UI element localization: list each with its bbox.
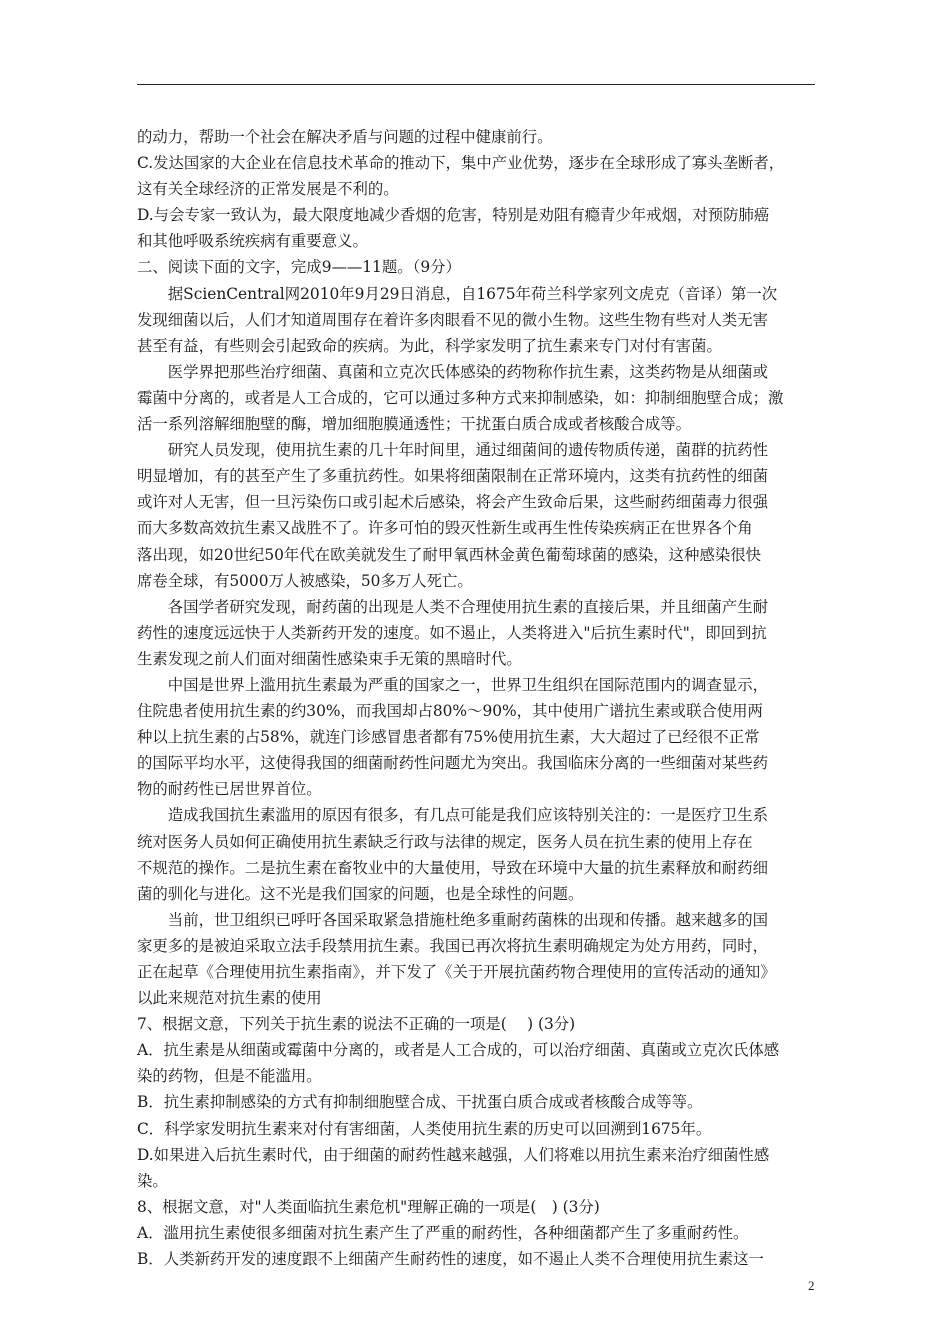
text-line: 甚至有益，有些则会引起致命的疾病。为此，科学家发明了抗生素来专门对付有害菌。 xyxy=(137,336,722,355)
text-line: 中国是世界上滥用抗生素最为严重的国家之一，世界卫生组织在国际范围内的调查显示， xyxy=(137,675,769,694)
text-line: 医学界把那些治疗细菌、真菌和立克次氏体感染的药物称作抗生素，这类药物是从细菌或 xyxy=(137,362,769,381)
text-line: 研究人员发现，使用抗生素的几十年时间里，通过细菌间的遗传物质传递，菌群的抗药性 xyxy=(137,441,769,460)
text-line: C.发达国家的大企业在信息技术革命的推动下，集中产业优势，逐步在全球形成了寡头垄断者， xyxy=(137,154,785,173)
text-line: 这有关全球经济的正常发展是不利的。 xyxy=(137,180,399,199)
answer-option: A．抗生素是从细菌或霉菌中分离的，或者是人工合成的，可以治疗细菌、真菌或立克次氏体感 xyxy=(137,1041,780,1060)
text-line: 落出现，如20世纪50年代在欧美就发生了耐甲氧西林金黄色葡萄球菌的感染，这种感染很快 xyxy=(137,545,762,564)
answer-option: C．科学家发明抗生素来对付有害细菌，人类使用抗生素的历史可以回溯到1675年。 xyxy=(137,1119,712,1138)
text-line: 统对医务人员如何正确使用抗生素缺乏行政与法律的规定，医务人员在抗生素的使用上存在 xyxy=(137,832,753,851)
text-line: 霉菌中分离的，或者是人工合成的，它可以通过多种方式来抑制感染，如：抑制细胞壁合成；激 xyxy=(137,388,784,407)
text-line: 或许对人无害，但一旦污染伤口或引起术后感染，将会产生致命后果，这些耐药细菌毒力很强 xyxy=(137,493,769,512)
text-line: 各国学者研究发现，耐药菌的出现是人类不合理使用抗生素的直接后果，并且细菌产生耐 xyxy=(137,597,769,616)
text-line: 以此来规范对抗生素的使用 xyxy=(137,989,322,1008)
text-line: 住院患者使用抗生素的约30%，而我国却占80%～90%，其中使用广谱抗生素或联合使用两 xyxy=(137,702,763,721)
text-line: 家更多的是被迫采取立法手段禁用抗生素。我国已再次将抗生素明确规定为处方用药，同时， xyxy=(137,936,769,955)
text-line: 造成我国抗生素滥用的原因有很多，有几点可能是我们应该特别关注的：一是医疗卫生系 xyxy=(137,806,769,825)
question-stem: 7、根据文意，下列关于抗生素的说法不正确的一项是( ) (3分) xyxy=(137,1015,576,1034)
text-line: 正在起草《合理使用抗生素指南》，并下发了《关于开展抗菌药物合理使用的宣传活动的通知》 xyxy=(137,963,776,981)
text-line: 席卷全球，有5000万人被感染，50多万人死亡。 xyxy=(137,571,473,590)
text-line: D.与会专家一致认为，最大限度地减少香烟的危害，特别是劝阻有瘾青少年戒烟，对预防肺癌 xyxy=(137,206,770,225)
answer-option: D.如果进入后抗生素时代，由于细菌的耐药性越来越强，人们将难以用抗生素来治疗细菌性感 xyxy=(137,1145,770,1164)
text-line: 物的耐药性已居世界首位。 xyxy=(137,780,322,799)
answer-option: B．人类新药开发的速度跟不上细菌产生耐药性的速度，如不遏止人类不合理使用抗生素这一 xyxy=(137,1250,764,1269)
text-line: 而大多数高效抗生素又战胜不了。许多可怕的毁灭性新生或再生性传染疾病正在世界各个角 xyxy=(137,519,753,538)
text-line: 当前，世卫组织已呼吁各国采取紧急措施杜绝多重耐药菌株的出现和传播。越来越多的国 xyxy=(137,910,769,929)
text-line: 发现细菌以后，人们才知道周围存在着许多肉眼看不见的微小生物。这些生物有些对人类无害 xyxy=(137,310,769,329)
header-rule xyxy=(137,84,815,85)
text-line: 生素发现之前人们面对细菌性感染束手无策的黑暗时代。 xyxy=(137,649,522,668)
document-body xyxy=(137,124,817,1272)
text-line: 菌的驯化与进化。这不光是我们国家的问题，也是全球性的问题。 xyxy=(137,884,584,903)
text-line: 种以上抗生素的占58%，就连门诊感冒患者都有75%使用抗生素，大大超过了已经很不正常 xyxy=(137,728,760,747)
answer-option: 染。 xyxy=(137,1171,168,1190)
section-heading: 二、阅读下面的文字，完成9——11题。（9分） xyxy=(137,258,461,277)
answer-option: 染的药物，但是不能滥用。 xyxy=(137,1067,322,1086)
text-line: 明显增加，有的甚至产生了多重抗药性。如果将细菌限制在正常环境内，这类有抗药性的细菌 xyxy=(137,467,769,486)
text-line: 不规范的操作。二是抗生素在畜牧业中的大量使用，导致在环境中大量的抗生素释放和耐药细 xyxy=(137,858,769,877)
text-line: 的国际平均水平，这使得我国的细菌耐药性问题尤为突出。我国临床分离的一些细菌对某些药 xyxy=(137,754,769,773)
text-line: 和其他呼吸系统疾病有重要意义。 xyxy=(137,232,368,251)
answer-option: A．滥用抗生素使很多细菌对抗生素产生了严重的耐药性，各种细菌都产生了多重耐药性。 xyxy=(137,1223,749,1242)
answer-option: B．抗生素抑制感染的方式有抑制细胞壁合成、干扰蛋白质合成或者核酸合成等等。 xyxy=(137,1093,703,1112)
question-stem: 8、根据文意，对"人类面临抗生素危机"理解正确的一项是( ) (3分) xyxy=(137,1197,600,1216)
text-line: 据ScienCentral网2010年9月29日消息，自1675年荷兰科学家列文虎克（音译）第一次 xyxy=(137,284,778,303)
page-number: 2 xyxy=(808,1278,815,1293)
text-line: 药性的速度远远快于人类新药开发的速度。如不遏止，人类将进入"后抗生素时代"，即回到抗 xyxy=(137,623,767,642)
text-line: 活一系列溶解细胞壁的酶，增加细胞膜通透性；干扰蛋白质合成或者核酸合成等。 xyxy=(137,415,692,434)
text-line: 的动力，帮助一个社会在解决矛盾与问题的过程中健康前行。 xyxy=(137,128,553,146)
